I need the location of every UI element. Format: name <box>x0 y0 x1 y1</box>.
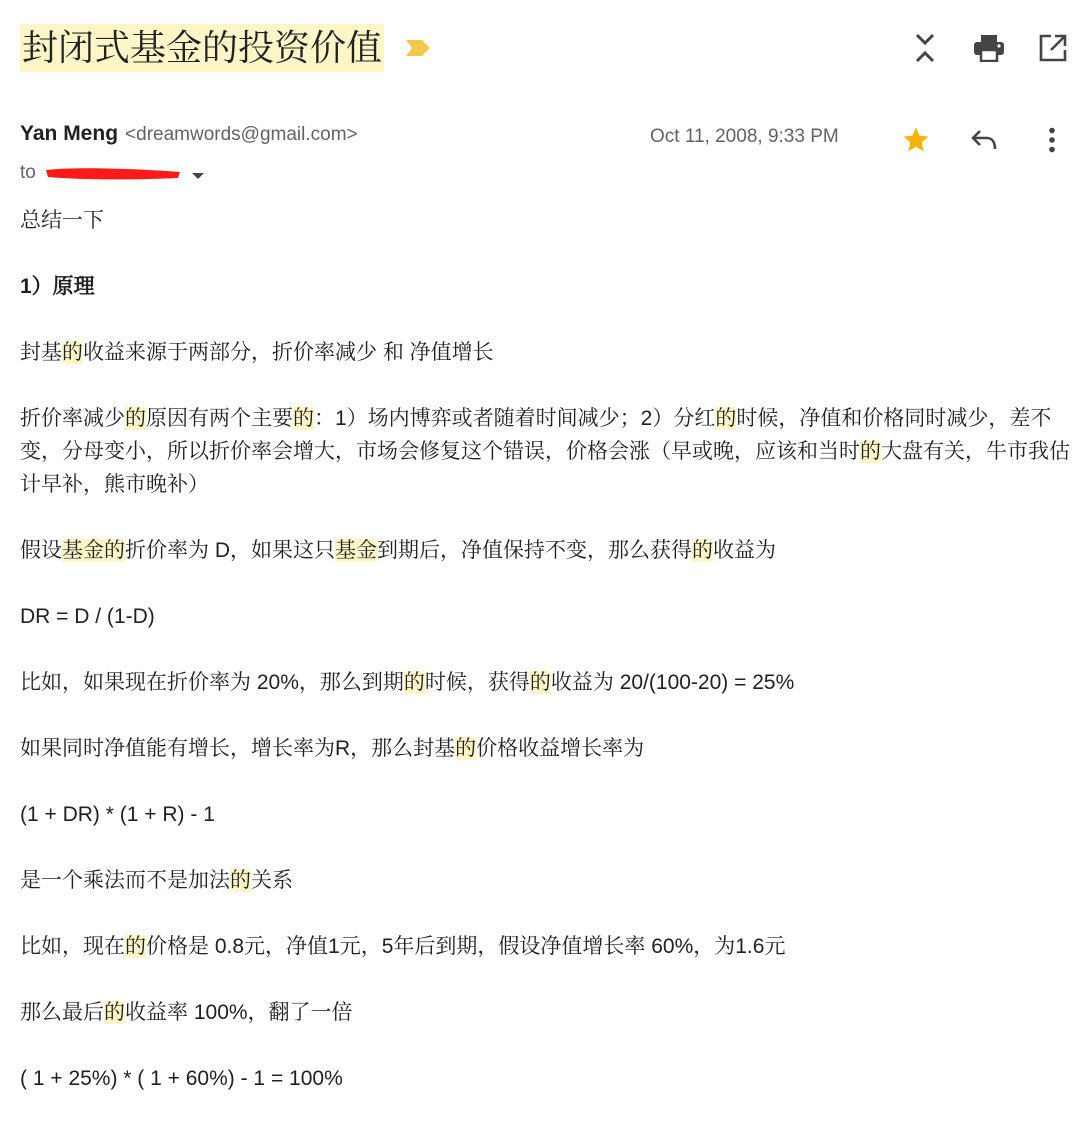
section-heading: 1）原理 <box>20 275 95 298</box>
reply-button[interactable] <box>964 122 1004 158</box>
text-run: 那么最后 <box>20 1001 104 1024</box>
message-header <box>20 122 1070 183</box>
search-highlight: 基金 <box>335 539 377 562</box>
search-highlight: 基金的 <box>62 539 125 562</box>
star-button[interactable] <box>896 122 936 158</box>
text-run: 封基 <box>20 341 62 364</box>
search-highlight: 的 <box>293 407 314 430</box>
search-highlight: 的 <box>230 869 251 892</box>
text-run: 折价率减少 <box>20 407 125 430</box>
search-highlight: 的 <box>125 935 146 958</box>
message-date: Oct 11, 2008, 9:33 PM <box>650 126 839 147</box>
text-run: 关系 <box>251 869 293 892</box>
body-paragraph <box>20 732 1070 765</box>
text-run: 收益来源于两部分，折价率减少 和 净值增长 <box>83 341 494 364</box>
email-subject: 封闭式基金的投资价值 <box>20 24 384 72</box>
body-paragraph <box>20 864 1070 897</box>
open-in-new-window-icon <box>1039 34 1067 62</box>
subject-bar <box>20 22 432 74</box>
text-run: 收益为 20/(100-20) = 25% <box>550 671 795 694</box>
body-paragraph <box>20 930 1070 963</box>
more-options-icon <box>1048 127 1056 153</box>
thread-actions <box>908 28 1070 68</box>
text-run: 比如，如果现在折价率为 20%，那么到期 <box>20 671 404 694</box>
open-new-window-button[interactable] <box>1036 28 1070 68</box>
text-run: 折价率为 D，如果这只 <box>125 539 335 562</box>
star-icon <box>901 125 931 155</box>
search-highlight: 的 <box>715 407 737 430</box>
formula-line: ( 1 + 25%) * ( 1 + 60%) - 1 = 100% <box>20 1067 343 1090</box>
recipient-line <box>20 162 206 184</box>
sender-email: <dreamwords@gmail.com> <box>125 124 358 145</box>
body-paragraph <box>20 996 1070 1029</box>
search-highlight: 的 <box>403 671 425 694</box>
message-actions <box>896 122 1072 158</box>
more-options-button[interactable] <box>1032 122 1072 158</box>
search-highlight: 的 <box>529 671 551 694</box>
text-run: 如果同时净值能有增长，增长率为R，那么封基 <box>20 737 456 760</box>
text-run: 大盘有关，牛市我估计早补，熊市晚补） <box>20 440 1070 496</box>
text-run: 价格是 0.8元，净值1元，5年后到期，假设净值增长率 60%，为1.6元 <box>146 935 786 958</box>
body-paragraph <box>20 336 1070 369</box>
formula-line: (1 + DR) * (1 + R) - 1 <box>20 803 215 826</box>
search-highlight: 的 <box>125 407 146 430</box>
sender-name[interactable]: Yan Meng <box>20 122 119 145</box>
message-body <box>20 204 1070 1128</box>
search-highlight: 的 <box>860 440 881 463</box>
reply-icon <box>970 128 998 152</box>
body-intro: 总结一下 <box>20 209 104 232</box>
formula-line: DR = D / (1-D) <box>20 605 155 628</box>
body-paragraph <box>20 666 1070 699</box>
search-highlight: 的 <box>455 737 477 760</box>
recipient-details-button[interactable] <box>190 168 206 178</box>
body-paragraph <box>20 402 1070 501</box>
text-run: ：1）场内博弈或者随着时间减少；2）分红 <box>314 407 716 430</box>
search-highlight: 的 <box>104 1001 125 1024</box>
to-label: to <box>20 162 36 183</box>
print-icon <box>973 34 1005 62</box>
search-highlight: 的 <box>692 539 713 562</box>
important-tag-icon[interactable] <box>404 38 432 58</box>
search-highlight: 的 <box>62 341 83 364</box>
redacted-recipient <box>44 164 184 182</box>
text-run: 时候，获得 <box>424 671 530 694</box>
text-run: 时候，净值和价格同时减少，差不变，分母变小，所以折价率会增大，市场会修复这个错误，价格会涨（早或晚，应该和当时 <box>20 407 1052 463</box>
text-run: 假设 <box>20 539 62 562</box>
collapse-icon <box>913 31 937 65</box>
text-run: 收益率 100%，翻了一倍 <box>125 1001 353 1024</box>
collapse-button[interactable] <box>908 28 942 68</box>
print-all-button[interactable] <box>972 28 1006 68</box>
body-paragraph <box>20 534 1070 567</box>
text-run: 比如，现在 <box>20 935 125 958</box>
text-run: 到期后，净值保持不变，那么获得 <box>377 539 692 562</box>
text-run: 价格收益增长率为 <box>476 737 645 760</box>
text-run: 是一个乘法而不是加法 <box>20 869 230 892</box>
text-run: 收益为 <box>713 539 776 562</box>
text-run: 原因有两个主要 <box>146 407 293 430</box>
chevron-down-icon <box>190 171 206 181</box>
